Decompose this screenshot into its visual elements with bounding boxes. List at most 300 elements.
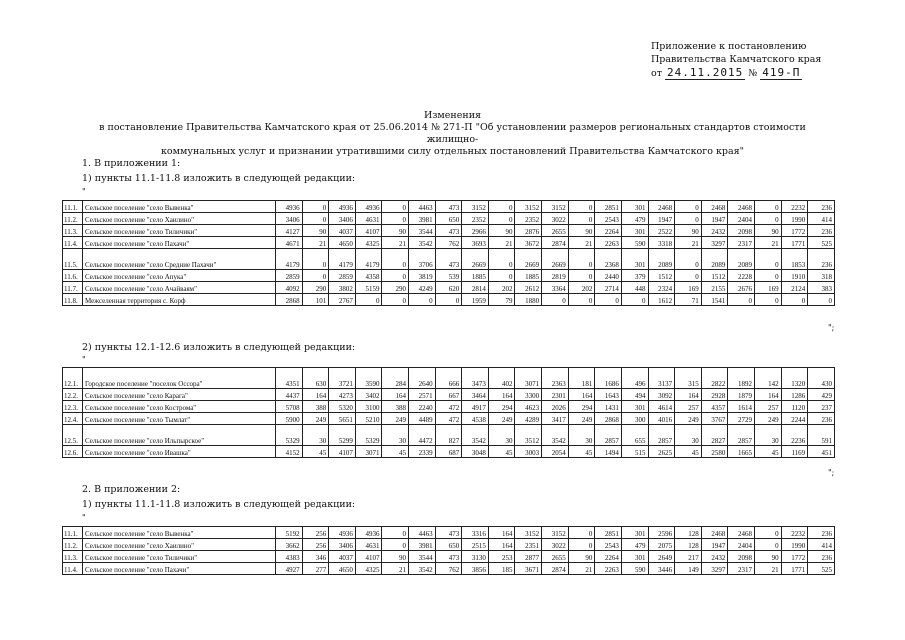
value-cell: 0 — [568, 294, 595, 306]
value-cell: 1120 — [781, 401, 808, 413]
value-cell: 3406 — [276, 213, 303, 225]
row-number-cell: 11.7. — [63, 282, 83, 294]
value-cell: 4092 — [276, 282, 303, 294]
value-cell: 2468 — [728, 201, 755, 213]
value-cell: 21 — [382, 563, 409, 575]
value-cell: 0 — [754, 539, 781, 551]
value-cell: 5320 — [329, 401, 356, 413]
value-cell: 2301 — [542, 389, 569, 401]
value-cell: 4325 — [355, 237, 382, 249]
value-cell: 90 — [568, 225, 595, 237]
value-cell: 249 — [488, 413, 515, 425]
settlement-name-cell: Сельское поселение "село Вывенка" — [83, 527, 276, 539]
value-cell: 2669 — [515, 249, 542, 270]
value-cell: 2822 — [701, 368, 728, 389]
value-cell: 164 — [675, 389, 702, 401]
value-cell: 2819 — [542, 270, 569, 282]
value-cell: 4936 — [355, 527, 382, 539]
value-cell: 4358 — [355, 270, 382, 282]
value-cell: 3092 — [648, 389, 675, 401]
value-cell: 79 — [488, 294, 515, 306]
value-cell: 1947 — [701, 539, 728, 551]
value-cell: 169 — [675, 282, 702, 294]
value-cell: 2859 — [329, 270, 356, 282]
value-cell: 2669 — [462, 249, 489, 270]
value-cell: 4650 — [329, 563, 356, 575]
value-cell: 1541 — [701, 294, 728, 306]
value-cell: 472 — [435, 413, 462, 425]
table-row — [63, 389, 835, 401]
value-cell: 0 — [488, 249, 515, 270]
value-cell: 21 — [568, 237, 595, 249]
settlement-name-cell: Сельское поселение "село Вывенка" — [83, 201, 276, 213]
table-row — [63, 249, 835, 270]
value-cell: 402 — [488, 368, 515, 389]
value-cell: 762 — [435, 237, 462, 249]
row-number-cell: 12.6. — [63, 446, 83, 458]
value-cell: 4107 — [355, 225, 382, 237]
table-body — [63, 527, 835, 575]
value-cell: 0 — [488, 270, 515, 282]
value-cell: 3048 — [462, 446, 489, 458]
value-cell: 4538 — [462, 413, 489, 425]
settlement-name-cell: Сельское поселение "село Кострома" — [83, 401, 276, 413]
value-cell: 0 — [382, 213, 409, 225]
value-cell: 5192 — [276, 527, 303, 539]
value-cell: 290 — [382, 282, 409, 294]
table-body — [63, 368, 835, 458]
value-cell: 0 — [302, 201, 329, 213]
value-cell: 4273 — [329, 389, 356, 401]
value-cell: 21 — [568, 563, 595, 575]
value-cell: 1885 — [462, 270, 489, 282]
value-cell: 249 — [568, 413, 595, 425]
approval-stamp — [651, 40, 821, 80]
value-cell: 2868 — [595, 413, 622, 425]
row-number-cell: 11.2. — [63, 213, 83, 225]
value-cell: 237 — [808, 401, 835, 413]
value-cell: 4927 — [276, 563, 303, 575]
value-cell: 128 — [675, 527, 702, 539]
value-cell: 3022 — [542, 213, 569, 225]
value-cell: 2404 — [728, 213, 755, 225]
value-cell: 3542 — [462, 425, 489, 446]
settlement-name-cell: Городское поселение "поселок Оссора" — [83, 368, 276, 389]
value-cell: 0 — [568, 249, 595, 270]
value-cell: 0 — [382, 527, 409, 539]
value-cell: 2767 — [329, 294, 356, 306]
value-cell: 0 — [568, 527, 595, 539]
value-cell: 2432 — [701, 225, 728, 237]
value-cell: 4179 — [355, 249, 382, 270]
value-cell: 0 — [754, 294, 781, 306]
value-cell: 3542 — [409, 237, 436, 249]
value-cell: 590 — [621, 563, 648, 575]
table-row — [63, 446, 835, 458]
value-cell: 30 — [568, 425, 595, 446]
value-cell: 4351 — [276, 368, 303, 389]
value-cell: 2236 — [781, 425, 808, 446]
value-cell: 236 — [808, 225, 835, 237]
value-cell: 3297 — [701, 563, 728, 575]
row-number-cell: 11.4. — [63, 563, 83, 575]
value-cell: 2352 — [462, 213, 489, 225]
value-cell: 515 — [621, 446, 648, 458]
section-1-heading: 1. В приложении 1: — [82, 158, 181, 169]
value-cell: 2649 — [648, 551, 675, 563]
table-row — [63, 413, 835, 425]
value-cell: 4127 — [276, 225, 303, 237]
value-cell: 2440 — [595, 270, 622, 282]
value-cell: 2468 — [701, 527, 728, 539]
value-cell: 2857 — [595, 425, 622, 446]
value-cell: 45 — [754, 446, 781, 458]
value-cell: 4107 — [329, 446, 356, 458]
value-cell: 21 — [754, 237, 781, 249]
value-cell: 30 — [754, 425, 781, 446]
value-cell: 2263 — [595, 237, 622, 249]
settlement-name-cell: Межселенная территория с. Корф — [83, 294, 276, 306]
approval-number: 419-П — [762, 66, 801, 79]
value-cell: 1885 — [515, 270, 542, 282]
value-cell: 1512 — [701, 270, 728, 282]
table-row — [63, 201, 835, 213]
value-cell: 3406 — [329, 539, 356, 551]
value-cell: 4463 — [409, 527, 436, 539]
value-cell: 687 — [435, 446, 462, 458]
value-cell: 0 — [542, 294, 569, 306]
value-cell: 4037 — [329, 551, 356, 563]
value-cell: 2124 — [781, 282, 808, 294]
table-row — [63, 237, 835, 249]
settlement-name-cell: Сельское поселение "село Карага" — [83, 389, 276, 401]
value-cell: 0 — [568, 539, 595, 551]
value-cell: 0 — [568, 201, 595, 213]
value-cell: 3402 — [355, 389, 382, 401]
value-cell: 472 — [435, 401, 462, 413]
value-cell: 45 — [382, 446, 409, 458]
value-cell: 0 — [302, 249, 329, 270]
value-cell: 90 — [754, 225, 781, 237]
value-cell: 0 — [435, 294, 462, 306]
value-cell: 4357 — [701, 401, 728, 413]
value-cell: 4437 — [276, 389, 303, 401]
row-number-cell: 12.5. — [63, 425, 83, 446]
value-cell: 90 — [568, 551, 595, 563]
value-cell: 1614 — [728, 401, 755, 413]
value-cell: 429 — [808, 389, 835, 401]
value-cell: 2351 — [515, 539, 542, 551]
row-number-cell: 12.4. — [63, 413, 83, 425]
value-cell: 2868 — [276, 294, 303, 306]
open-quote-2: " — [82, 355, 86, 364]
value-cell: 0 — [675, 270, 702, 282]
value-cell: 388 — [302, 401, 329, 413]
value-cell: 2054 — [542, 446, 569, 458]
value-cell: 3464 — [462, 389, 489, 401]
value-cell: 2026 — [542, 401, 569, 413]
value-cell: 479 — [621, 539, 648, 551]
value-cell: 257 — [754, 401, 781, 413]
value-cell: 666 — [435, 368, 462, 389]
value-cell: 2089 — [701, 249, 728, 270]
value-cell: 90 — [382, 225, 409, 237]
value-cell: 2655 — [542, 551, 569, 563]
value-cell: 3512 — [515, 425, 542, 446]
value-cell: 2669 — [542, 249, 569, 270]
value-cell: 2368 — [595, 249, 622, 270]
value-cell: 0 — [621, 294, 648, 306]
value-cell: 1771 — [781, 237, 808, 249]
value-cell: 2244 — [781, 413, 808, 425]
value-cell: 0 — [382, 539, 409, 551]
settlement-name-cell: Сельское поселение "село Хаилино" — [83, 539, 276, 551]
value-cell: 45 — [568, 446, 595, 458]
value-cell: 2851 — [595, 527, 622, 539]
value-cell: 257 — [675, 401, 702, 413]
value-cell: 2851 — [595, 201, 622, 213]
approval-line-2: Правительства Камчатского края — [651, 54, 822, 65]
value-cell: 0 — [754, 270, 781, 282]
section-2-item-1: 1) пункты 11.1-11.8 изложить в следующей редакции: — [82, 499, 356, 510]
value-cell: 2339 — [409, 446, 436, 458]
value-cell: 479 — [621, 213, 648, 225]
value-cell: 5329 — [355, 425, 382, 446]
value-cell: 4016 — [648, 413, 675, 425]
value-cell: 2263 — [595, 563, 622, 575]
value-cell: 256 — [302, 527, 329, 539]
value-cell: 21 — [675, 237, 702, 249]
section-1-item-1: 1) пункты 11.1-11.8 изложить в следующей редакции: — [82, 173, 356, 184]
approval-date: 24.11.2015 — [666, 66, 744, 79]
value-cell: 3152 — [542, 201, 569, 213]
table-row — [63, 270, 835, 282]
value-cell: 3297 — [701, 237, 728, 249]
value-cell: 2317 — [728, 563, 755, 575]
table-row — [63, 225, 835, 237]
value-cell: 1771 — [781, 563, 808, 575]
value-cell: 3364 — [542, 282, 569, 294]
approval-line-1: Приложение к постановлению — [651, 41, 807, 52]
value-cell: 1880 — [515, 294, 542, 306]
value-cell: 655 — [621, 425, 648, 446]
value-cell: 164 — [568, 389, 595, 401]
value-cell: 414 — [808, 539, 835, 551]
value-cell: 290 — [302, 282, 329, 294]
value-cell: 2264 — [595, 225, 622, 237]
value-cell: 0 — [754, 201, 781, 213]
value-cell: 21 — [754, 563, 781, 575]
settlement-name-cell: Сельское поселение "село Тиличики" — [83, 551, 276, 563]
value-cell: 650 — [435, 213, 462, 225]
value-cell: 2317 — [728, 237, 755, 249]
value-cell: 4472 — [409, 425, 436, 446]
value-cell: 3721 — [329, 368, 356, 389]
value-cell: 0 — [302, 270, 329, 282]
value-cell: 277 — [302, 563, 329, 575]
row-number-cell: 11.3. — [63, 551, 83, 563]
value-cell: 249 — [302, 413, 329, 425]
value-cell: 1990 — [781, 539, 808, 551]
value-cell: 236 — [808, 551, 835, 563]
value-cell: 71 — [675, 294, 702, 306]
value-cell: 3003 — [515, 446, 542, 458]
value-cell: 301 — [621, 249, 648, 270]
value-cell: 301 — [621, 201, 648, 213]
table-appendix1-items-12 — [62, 367, 835, 458]
value-cell: 3417 — [542, 413, 569, 425]
value-cell: 2089 — [648, 249, 675, 270]
value-cell: 0 — [355, 294, 382, 306]
settlement-name-cell: Сельское поселение "село Тымлат" — [83, 413, 276, 425]
value-cell: 5210 — [355, 413, 382, 425]
value-cell: 4289 — [515, 413, 542, 425]
value-cell: 2928 — [701, 389, 728, 401]
value-cell: 0 — [382, 249, 409, 270]
settlement-name-cell: Сельское поселение "село Ильпырское" — [83, 425, 276, 446]
value-cell: 2580 — [701, 446, 728, 458]
value-cell: 30 — [675, 425, 702, 446]
value-cell: 3300 — [515, 389, 542, 401]
value-cell: 45 — [675, 446, 702, 458]
value-cell: 2874 — [542, 563, 569, 575]
value-cell: 4325 — [355, 563, 382, 575]
value-cell: 2814 — [462, 282, 489, 294]
value-cell: 3706 — [409, 249, 436, 270]
value-cell: 3542 — [409, 563, 436, 575]
value-cell: 5708 — [276, 401, 303, 413]
value-cell: 2240 — [409, 401, 436, 413]
value-cell: 3152 — [515, 527, 542, 539]
value-cell: 90 — [675, 225, 702, 237]
value-cell: 164 — [488, 527, 515, 539]
value-cell: 1320 — [781, 368, 808, 389]
value-cell: 379 — [621, 270, 648, 282]
value-cell: 2966 — [462, 225, 489, 237]
value-cell: 539 — [435, 270, 462, 282]
value-cell: 90 — [754, 551, 781, 563]
value-cell: 2324 — [648, 282, 675, 294]
value-cell: 388 — [382, 401, 409, 413]
value-cell: 30 — [488, 425, 515, 446]
value-cell: 2859 — [276, 270, 303, 282]
value-cell: 2228 — [728, 270, 755, 282]
value-cell: 164 — [488, 389, 515, 401]
value-cell: 0 — [675, 213, 702, 225]
value-cell: 0 — [781, 294, 808, 306]
settlement-name-cell: Сельское поселение "село Хаилино" — [83, 213, 276, 225]
value-cell: 451 — [808, 446, 835, 458]
value-cell: 650 — [435, 539, 462, 551]
value-cell: 3671 — [515, 563, 542, 575]
value-cell: 249 — [382, 413, 409, 425]
value-cell: 3406 — [329, 213, 356, 225]
value-cell: 30 — [302, 425, 329, 446]
open-quote-3: " — [82, 513, 86, 522]
close-quote-2: "; — [828, 468, 835, 477]
value-cell: 448 — [621, 282, 648, 294]
value-cell: 253 — [488, 551, 515, 563]
value-cell: 4152 — [276, 446, 303, 458]
value-cell: 1686 — [595, 368, 622, 389]
value-cell: 473 — [435, 527, 462, 539]
value-cell: 128 — [675, 539, 702, 551]
value-cell: 590 — [621, 237, 648, 249]
value-cell: 0 — [382, 201, 409, 213]
value-cell: 1892 — [728, 368, 755, 389]
settlement-name-cell: Сельское поселение "село Пахачи" — [83, 237, 276, 249]
value-cell: 3590 — [355, 368, 382, 389]
value-cell: 3446 — [648, 563, 675, 575]
value-cell: 1772 — [781, 551, 808, 563]
value-cell: 430 — [808, 368, 835, 389]
value-cell: 591 — [808, 425, 835, 446]
value-cell: 0 — [488, 201, 515, 213]
value-cell: 3981 — [409, 539, 436, 551]
table-row — [63, 563, 835, 575]
value-cell: 0 — [409, 294, 436, 306]
value-cell: 21 — [382, 237, 409, 249]
value-cell: 3544 — [409, 551, 436, 563]
value-cell: 3130 — [462, 551, 489, 563]
table-body — [63, 201, 835, 306]
value-cell: 494 — [621, 389, 648, 401]
value-cell: 3542 — [542, 425, 569, 446]
table-row — [63, 551, 835, 563]
value-cell: 3819 — [409, 270, 436, 282]
table-row — [63, 539, 835, 551]
value-cell: 1947 — [701, 213, 728, 225]
row-number-cell: 11.6. — [63, 270, 83, 282]
value-cell: 294 — [488, 401, 515, 413]
title-line-3: коммунальных услуг и признании утратившими силу отдельных постановлений Правительства Камчатского края" — [160, 146, 745, 157]
value-cell: 4179 — [329, 249, 356, 270]
table-row — [63, 425, 835, 446]
value-cell: 2874 — [542, 237, 569, 249]
value-cell: 90 — [302, 225, 329, 237]
value-cell: 1494 — [595, 446, 622, 458]
value-cell: 1772 — [781, 225, 808, 237]
settlement-name-cell: Сельское поселение "село Пахачи" — [83, 563, 276, 575]
value-cell: 1665 — [728, 446, 755, 458]
value-cell: 3856 — [462, 563, 489, 575]
value-cell: 2232 — [781, 201, 808, 213]
value-cell: 318 — [808, 270, 835, 282]
value-cell: 236 — [808, 249, 835, 270]
value-cell: 256 — [302, 539, 329, 551]
value-cell: 164 — [382, 389, 409, 401]
value-cell: 827 — [435, 425, 462, 446]
value-cell: 0 — [675, 249, 702, 270]
value-cell: 1947 — [648, 213, 675, 225]
approval-from: от — [651, 68, 662, 79]
value-cell: 301 — [621, 225, 648, 237]
value-cell: 5299 — [329, 425, 356, 446]
value-cell: 2640 — [409, 368, 436, 389]
value-cell: 2098 — [728, 551, 755, 563]
value-cell: 217 — [675, 551, 702, 563]
row-number-cell: 11.1. — [63, 527, 83, 539]
settlement-name-cell: Сельское поселение "село Средние Пахачи" — [83, 249, 276, 270]
value-cell: 1612 — [648, 294, 675, 306]
section-1-item-2: 2) пункты 12.1-12.6 изложить в следующей редакции: — [82, 342, 356, 353]
value-cell: 202 — [568, 282, 595, 294]
value-cell: 3767 — [701, 413, 728, 425]
value-cell: 2363 — [542, 368, 569, 389]
value-cell: 236 — [808, 527, 835, 539]
value-cell: 2468 — [701, 201, 728, 213]
value-cell: 2468 — [648, 201, 675, 213]
